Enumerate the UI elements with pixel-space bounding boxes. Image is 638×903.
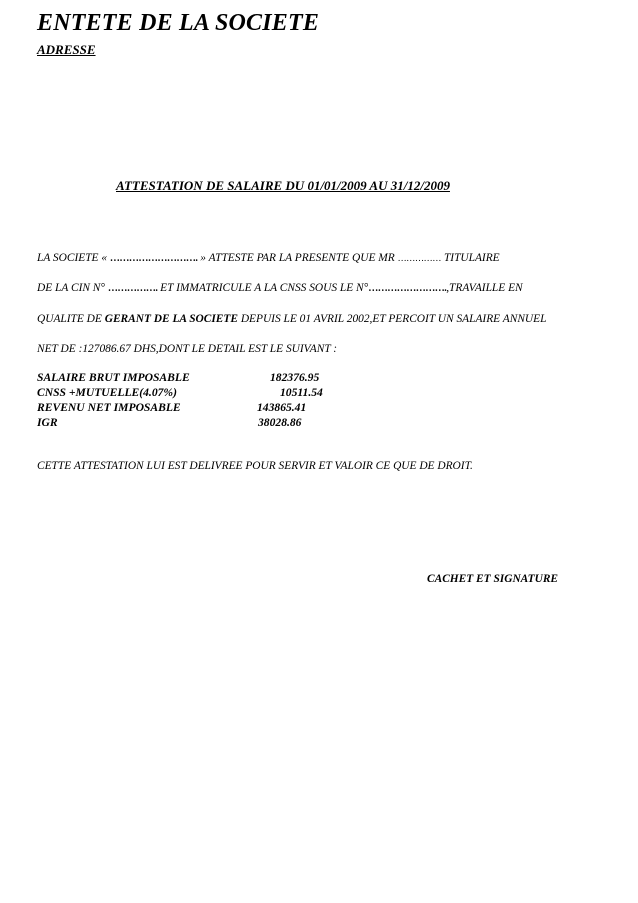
signature-label: CACHET ET SIGNATURE — [427, 573, 559, 585]
detail-value: 38028.86 — [258, 416, 302, 429]
company-name-blank: ………………………. — [109, 253, 198, 264]
line2-middle: ET IMMATRICULE A LA CNSS SOUS LE N° — [157, 282, 369, 294]
company-address: ADRESSE — [37, 42, 96, 57]
line1-prefix: LA SOCIETE « — [37, 252, 110, 264]
job-position: GERANT DE LA SOCIETE — [104, 313, 238, 325]
line2-prefix: DE LA CIN N° — [37, 282, 108, 294]
employee-name-blank: …………… — [397, 253, 442, 263]
document-title: ATTESTATION DE SALAIRE DU 01/01/2009 AU 31/12/2009 — [116, 178, 450, 193]
body-line-4: NET DE :127086.67 DHS,DONT LE DETAIL EST LE SUIVANT : — [37, 343, 338, 355]
cin-number-blank: ……………. — [107, 283, 158, 294]
company-header: ENTETE DE LA SOCIETE — [37, 10, 320, 36]
detail-value: 182376.95 — [270, 371, 320, 384]
detail-value: 143865.41 — [257, 401, 307, 414]
line1-suffix: TITULAIRE — [441, 252, 500, 264]
line3-suffix: DEPUIS LE 01 AVRIL 2002,ET PERCOIT UN SALAIRE ANNUEL — [237, 313, 547, 325]
body-line-3 — [37, 313, 546, 325]
line1-middle: » ATTESTE PAR LA PRESENTE QUE MR — [197, 252, 398, 264]
detail-value: 10511.54 — [280, 386, 323, 399]
detail-label: IGR — [37, 416, 58, 429]
cnss-number-blank: ……………………. — [368, 283, 447, 294]
line2-suffix: ,TRAVAILLE EN — [446, 282, 523, 294]
detail-label: SALAIRE BRUT IMPOSABLE — [37, 371, 190, 384]
line3-prefix: QUALITE DE — [37, 313, 105, 325]
closing-statement: CETTE ATTESTATION LUI EST DELIVREE POUR SERVIR ET VALOIR CE QUE DE DROIT. — [37, 460, 473, 472]
body-line-1 — [37, 252, 500, 264]
detail-label: REVENU NET IMPOSABLE — [37, 401, 181, 414]
body-line-2 — [37, 282, 523, 294]
detail-label: CNSS +MUTUELLE(4.07%) — [37, 386, 177, 399]
